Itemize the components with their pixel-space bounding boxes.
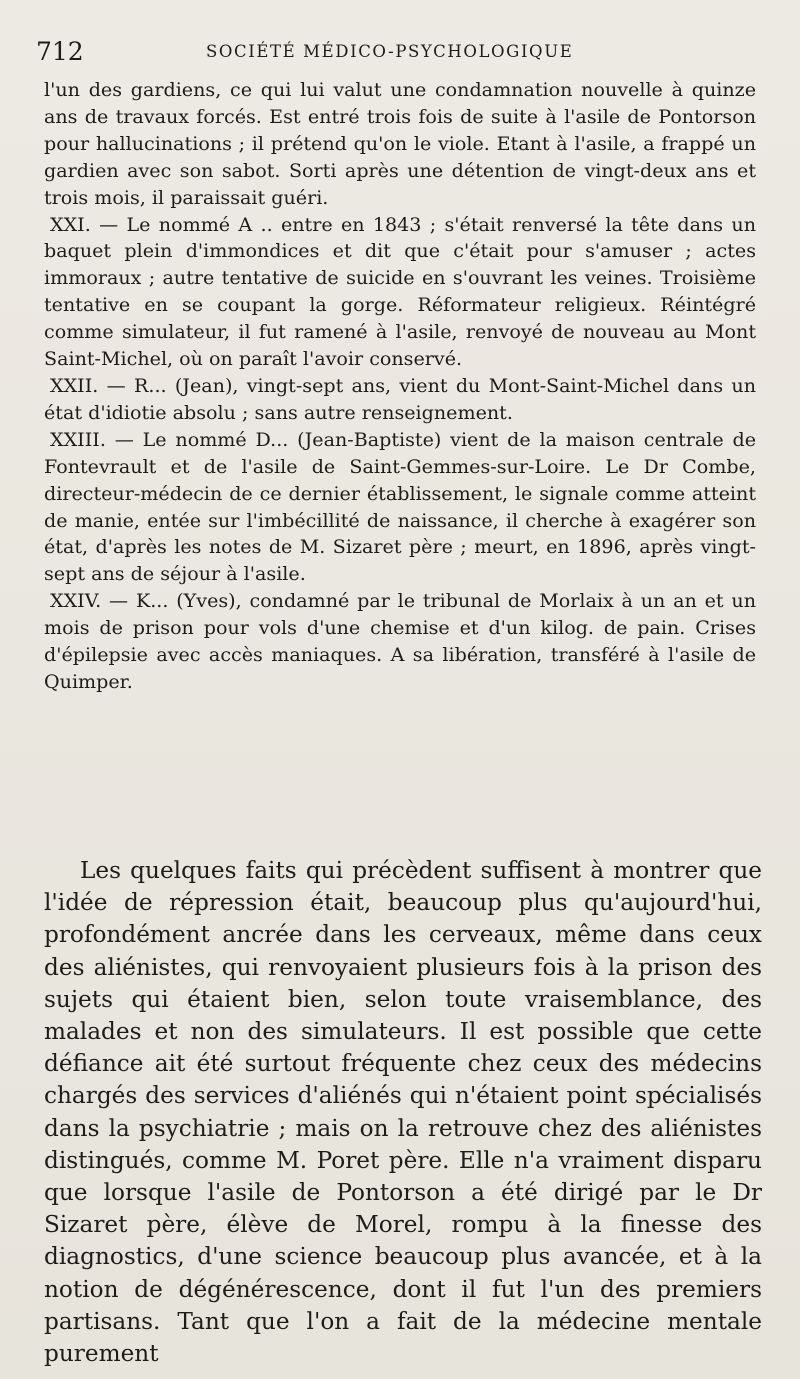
page-number: 712 <box>36 37 84 66</box>
case-xxiii: XXIII. — Le nommé D... (Jean-Baptiste) vient de la maison centrale de Fontevrault et de l'asile de Saint-Gemmes-sur-Loire. Le Dr Combe, directeur-médecin de ce dernier établissement, le signale comme atteint de manie, entée sur l'imbécillité de naissance, il cherche à exagérer son état, d'après les notes de M. Sizaret père ; meurt, en 1896, après vingt-sept ans de séjour à l'asile. <box>44 427 756 586</box>
running-head: SOCIÉTÉ MÉDICO-PSYCHOLOGIQUE <box>206 42 574 61</box>
case-xxi: XXI. — Le nommé A .. entre en 1843 ; s'était renversé la tête dans un baquet plein d'immondices et dit que c'était pour s'amuser ; actes immoraux ; autre tentative de suicide en s'ouvrant les veines. Troisième tentative en se coupant la gorge. Réformateur religieux. Réintégré comme simulateur, il fut ramené à l'asile, renvoyé de nouveau au Mont Saint-Michel, où on paraît l'avoir conservé. <box>44 212 756 371</box>
conclusion-section <box>44 855 762 1370</box>
case-xxiv: XXIV. — K... (Yves), condamné par le tribunal de Morlaix à un an et un mois de prison pour vols d'une chemise et d'un kilog. de pain. Crises d'épilepsie avec accès maniaques. A sa libération, transféré à l'asile de Quimper. <box>44 589 756 693</box>
page-header <box>36 34 756 70</box>
case-xxii: XXII. — R... (Jean), vingt-sept ans, vient du Mont-Saint-Michel dans un état d'idiotie absolu ; sans autre renseignement. <box>44 373 756 424</box>
conclusion-paragraph: Les quelques faits qui précèdent suffisent à montrer que l'idée de répression était, beaucoup plus qu'aujourd'hui, profondément ancrée dans les cerveaux, même dans ceux des aliénistes, qui renvoyaient plusieurs fois à la prison des sujets qui étaient bien, selon toute vraisemblance, des malades et non des simulateurs. Il est possible que cette défiance ait été surtout fréquente chez ceux des médecins chargés des services d'aliénés qui n'étaient point spécialisés dans la psychiatrie ; mais on la retrouve chez des aliénistes distingués, comme M. Poret père. Elle n'a vraiment disparu que lorsque l'asile de Pontorson a été dirigé par le Dr Sizaret père, élève de Morel, rompu à la finesse des diagnostics, d'une science beaucoup plus avancée, et à la notion de dégénérescence, dont il fut l'un des premiers partisans. Tant que l'on a fait de la médecine mentale purement <box>44 857 762 1368</box>
case-list <box>44 77 756 696</box>
case-continuation: l'un des gardiens, ce qui lui valut une condamnation nouvelle à quinze ans de travaux forcés. Est entré trois fois de suite à l'asile de Pontorson pour hallucinations ; il prétend qu'on le viole. Etant à l'asile, a frappé un gardien avec son sabot. Sorti après une détention de vingt-deux ans et trois mois, il paraissait guéri. <box>44 78 756 209</box>
